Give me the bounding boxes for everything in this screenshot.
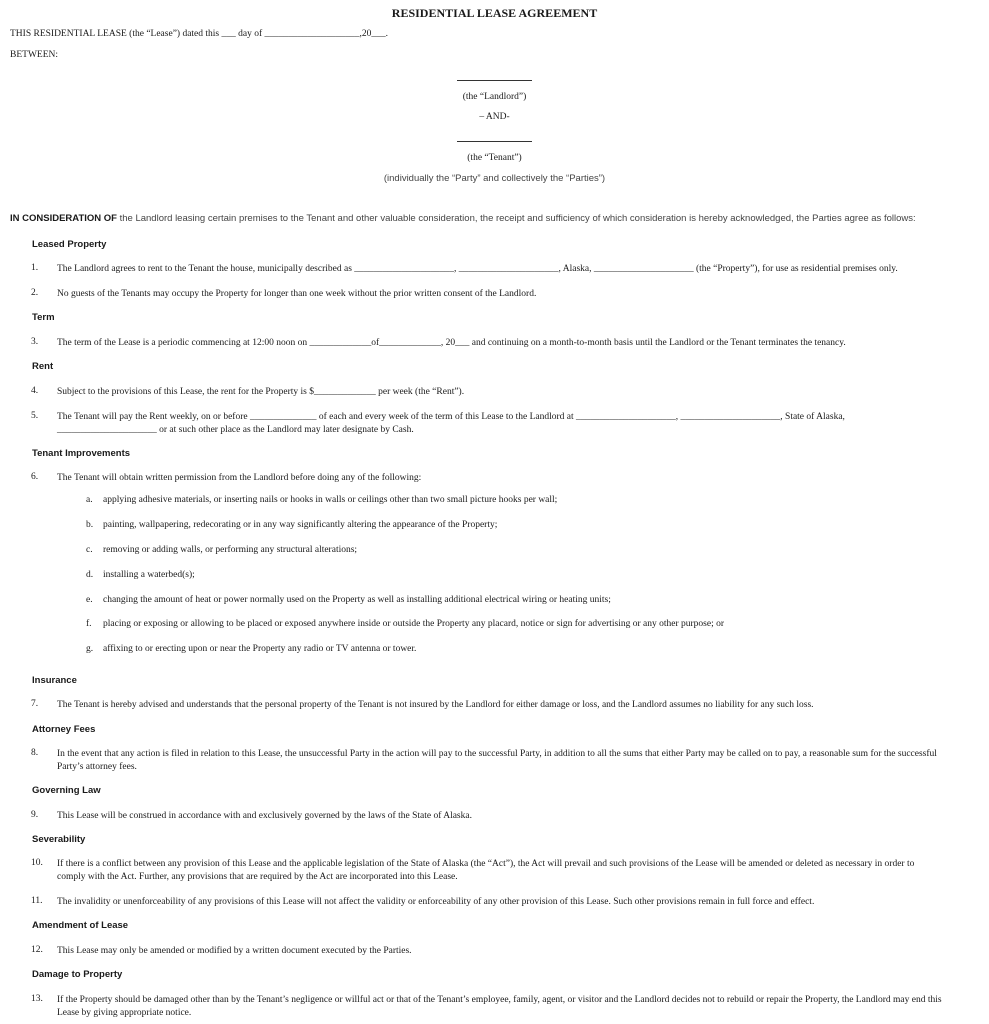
consideration-paragraph — [10, 213, 916, 224]
clause-7-number: 7. — [31, 699, 39, 709]
item-f-text: placing or exposing or allowing to be placed or exposed anywhere inside or outside the Property any placard, notice or sign for advertising or any other purpose; or — [103, 619, 725, 629]
item-c-text: removing or adding walls, or performing any structural alterations; — [103, 545, 358, 555]
heading-tenant-improvements: Tenant Improvements — [32, 448, 131, 459]
item-e-letter: e. — [86, 595, 93, 605]
clause-3-number: 3. — [31, 337, 39, 347]
between-label: BETWEEN: — [10, 50, 59, 60]
clause-2-number: 2. — [31, 288, 39, 298]
heading-governing-law: Governing Law — [32, 785, 101, 796]
parties-label: (individually the “Party” and collectively the “Parties”) — [383, 173, 606, 184]
consideration-bold: IN CONSIDERATION OF — [10, 213, 117, 224]
consideration-text: the Landlord leasing certain premises to the Tenant and other valuable consideration, the receipt and sufficiency of which consideration is hereby acknowledged, the Parties agree as follows: — [116, 213, 916, 224]
clause-7-text: The Tenant is hereby advised and understands that the personal property of the Tenant is not insured by the Landlord for either damage or loss, and the Landlord assumes no liability for any such loss. — [57, 700, 814, 710]
clause-2-text: No guests of the Tenants may occupy the Property for longer than one week without the prior written consent of the Landlord. — [57, 289, 537, 299]
clause-1-number: 1. — [31, 263, 39, 273]
item-b-letter: b. — [86, 520, 94, 530]
item-e-text: changing the amount of heat or power normally used on the Property as well as installing additional electrical wiring or heating units; — [103, 595, 611, 605]
tenant-signature-line[interactable] — [457, 141, 532, 142]
heading-damage: Damage to Property — [32, 969, 123, 980]
clause-8-number: 8. — [31, 748, 39, 758]
clause-6-text: The Tenant will obtain written permission from the Landlord before doing any of the following: — [57, 473, 422, 483]
clause-13-number: 13. — [31, 994, 43, 1004]
and-label: – AND- — [479, 112, 510, 122]
clause-13-text-line1: If the Property should be damaged other than by the Tenant’s negligence or willful act or that of the Tenant’s employee, family, agent, or visitor and the Landlord decides not to rebuild or repair the Property, the Landlord may end this — [57, 995, 942, 1005]
heading-rent: Rent — [32, 361, 54, 372]
item-g-text: affixing to or erecting upon or near the Property any radio or TV antenna or tower. — [103, 644, 417, 654]
clause-10-number: 10. — [31, 858, 43, 868]
heading-term: Term — [32, 312, 55, 323]
clause-11-text: The invalidity or unenforceability of any provisions of this Lease will not affect the validity or enforceability of any other provision of this Lease. Such other provisions remain in full force and effect. — [57, 897, 815, 907]
clause-11-number: 11. — [31, 896, 43, 906]
clause-12-number: 12. — [31, 945, 43, 955]
clause-10-text-line1: If there is a conflict between any provision of this Lease and the applicable legislation of the State of Alaska (the “Act”), the Act will prevail and such provisions of the Lease will be amended or deleted as necessary in order to — [57, 859, 915, 869]
clause-10-text-line2: comply with the Act. Further, any provisions that are required by the Act are incorporated into this Lease. — [57, 872, 458, 882]
heading-attorney-fees: Attorney Fees — [32, 724, 96, 735]
clause-5-number: 5. — [31, 411, 39, 421]
clause-13-text-line2: Lease by giving appropriate notice. — [57, 1008, 192, 1018]
clause-6-number: 6. — [31, 472, 39, 482]
landlord-label: (the “Landlord”) — [462, 92, 527, 102]
clause-4-text: Subject to the provisions of this Lease, the rent for the Property is $_____________ per week (the “Rent”). — [57, 387, 465, 397]
item-b-text: painting, wallpapering, redecorating or in any way significantly altering the appearance of the Property; — [103, 520, 498, 530]
item-d-text: installing a waterbed(s); — [103, 570, 195, 580]
clause-8-text-line2: Party’s attorney fees. — [57, 762, 137, 772]
item-a-letter: a. — [86, 495, 93, 505]
intro-line: THIS RESIDENTIAL LEASE (the “Lease”) dated this ___ day of ____________________,20___. — [10, 29, 388, 39]
clause-3-text: The term of the Lease is a periodic commencing at 12:00 noon on _____________of_____________, 20___ and continuing on a month-to-month basis until the Landlord or the Tenant terminates the tenancy. — [57, 338, 846, 348]
heading-severability: Severability — [32, 834, 86, 845]
clause-5-text-line2: _____________________ or at such other place as the Landlord may later designate by Cash. — [57, 425, 414, 435]
clause-5-text-line1: The Tenant will pay the Rent weekly, on or before ______________ of each and every week of the term of this Lease to the Landlord at _____________________, _____________________, State of Alaska, — [57, 412, 845, 422]
clause-8-text-line1: In the event that any action is filed in relation to this Lease, the unsuccessful Party in the action will pay to the successful Party, in addition to all the sums that either Party may be called on to pay, a reasonable sum for the successful — [57, 749, 937, 759]
document-title: RESIDENTIAL LEASE AGREEMENT — [391, 6, 598, 20]
heading-leased-property: Leased Property — [32, 239, 107, 250]
landlord-signature-line[interactable] — [457, 80, 532, 81]
clause-12-text: This Lease may only be amended or modified by a written document executed by the Parties. — [57, 946, 412, 956]
clause-9-number: 9. — [31, 810, 39, 820]
clause-9-text: This Lease will be construed in accordance with and exclusively governed by the laws of the State of Alaska. — [57, 811, 472, 821]
clause-1-text: The Landlord agrees to rent to the Tenant the house, municipally described as _____________________, _____________________, Alaska, _____________________ (the “Property”), for use as residential premises only. — [57, 264, 898, 274]
heading-amendment: Amendment of Lease — [32, 920, 129, 931]
item-g-letter: g. — [86, 644, 94, 654]
heading-insurance: Insurance — [32, 675, 77, 686]
item-a-text: applying adhesive materials, or inserting nails or hooks in walls or ceilings other than two small picture hooks per wall; — [103, 495, 558, 505]
clause-4-number: 4. — [31, 386, 39, 396]
item-c-letter: c. — [86, 545, 93, 555]
item-f-letter: f. — [86, 619, 92, 629]
item-d-letter: d. — [86, 570, 94, 580]
tenant-label: (the “Tenant”) — [467, 153, 522, 163]
